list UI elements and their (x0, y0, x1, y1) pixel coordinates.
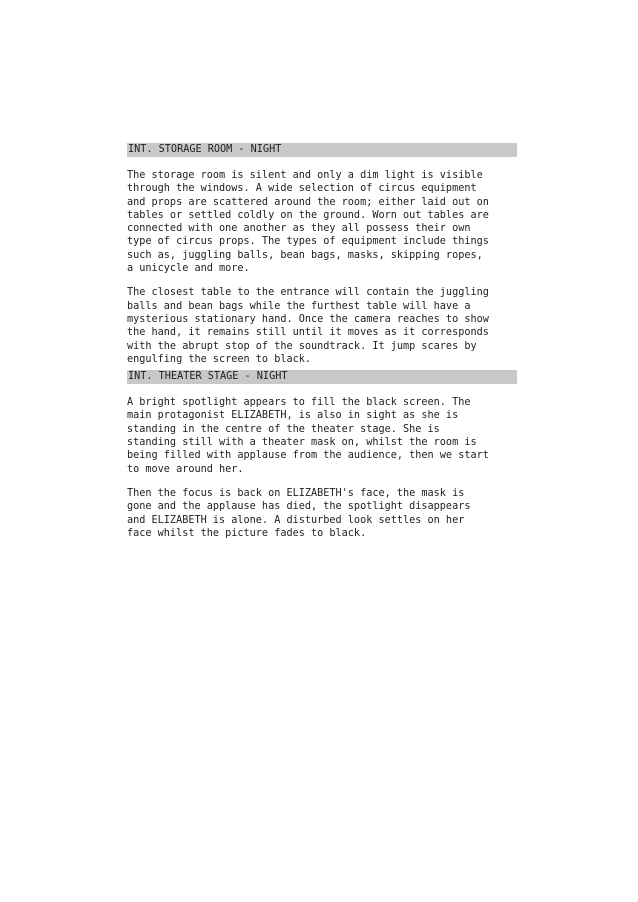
action-paragraph-3: A bright spotlight appears to fill the black screen. The main protagonist ELIZABETH, is also in sight as she is standing in the centre of the theater stage. She is standing still with a theater mask on, whilst the room is being filled with applause from the audience, then we start to move around her. (127, 397, 489, 475)
spacer (127, 384, 517, 396)
action-paragraph-4: Then the focus is back on ELIZABETH's face, the mask is gone and the applause has died, the spotlight disappears and ELIZABETH is alone. A disturbed look settles on her face whilst the picture fades to black. (127, 487, 471, 539)
spacer (127, 275, 517, 286)
spacer (127, 157, 517, 169)
spacer (127, 476, 517, 487)
action-paragraph-1: The storage room is silent and only a dim light is visible through the windows. A wide selection of circus equipment and props are scattered around the room; either laid out on tables or settled coldly on the ground. Worn out tables are connected with one another as they all possess their own type of circus props. The types of equipment include things such as, juggling balls, bean bags, masks, skipping ropes, a unicycle and more. (127, 170, 489, 275)
action-paragraph-2: The closest table to the entrance will contain the juggling balls and bean bags while the furthest table will have a mysterious stationary hand. Once the camera reaches to show the hand, it remains still until it moves as it corresponds with the abrupt stop of the soundtrack. It jump scares by engulfing the screen to black. (127, 287, 489, 365)
scene-heading-storage-room: INT. STORAGE ROOM - NIGHT (127, 143, 517, 157)
scene-heading-theater-stage: INT. THEATER STAGE - NIGHT (127, 370, 517, 384)
screenplay-body (127, 143, 517, 540)
